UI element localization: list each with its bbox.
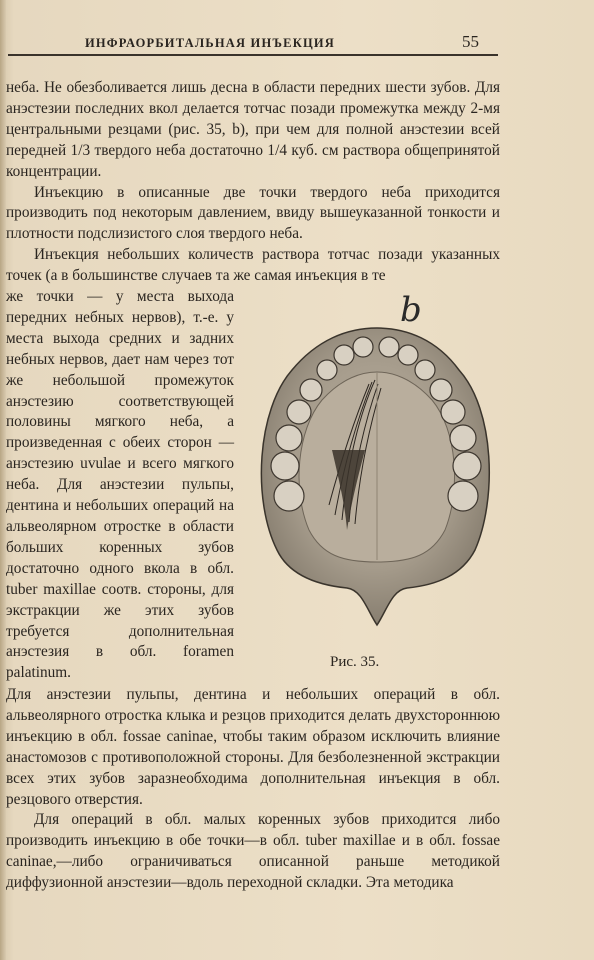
header-rule <box>8 54 498 56</box>
figure-caption: Рис. 35. <box>330 654 380 670</box>
paragraph-3-continued: же точки — у места выхода передних небных нервов), т.-е. у места выхода средних и задних небных нервов, дает нам через тот же небольшой промежуток анэстезию соответствующей половины мягкого неба, а произведенная с обеих сторон — анэстезию uvulae и всего мягкого неба. Для анэстезии пульпы, дентина и небольших операций на альвеолярном отростке в области больших коренных зубов достаточно одного вкола в обл. tuber maxillae соотв. стороны, для экстракции же этих зубов требуется дополнительная анэстезия в обл. foramen palatinum. <box>6 288 234 682</box>
side-text-block <box>6 287 234 684</box>
paragraph-3: Инъекция небольших количеств раствора тотчас позади указанных точек (а в большинстве случаев та же самая инъекция в те <box>6 246 500 285</box>
paragraph-4: Для анэстезии пульпы, дентина и небольших операций в обл. альвеолярного отростка клыка и резцов приходится делать двухстороннюю инъекцию в обл. fossae caninae, чтобы таким образом исключить влияние анастомозов с противоположной стороны. Для безболезненной экстракции всех этих зубов заразнеобходима дополнительная инъекция в обл. резцового отверстия. <box>6 686 500 808</box>
lower-text-block <box>6 685 500 894</box>
figure-mark-b: b <box>400 290 422 330</box>
page-number: 55 <box>462 32 479 51</box>
running-header-title: ИНФРАОРБИТАЛЬНАЯ ИНЪЕКЦИЯ <box>84 36 336 50</box>
upper-text-block <box>6 78 500 287</box>
paragraph-2: Инъекцию в описанные две точки твердого неба приходится производить под некоторым давлением, ввиду вышеуказанной тонкости и плотности подслизистого слоя твердого неба. <box>6 183 500 243</box>
palate-illustration <box>247 300 505 640</box>
paragraph-5: Для операций в обл. малых коренных зубов приходится либо производить инъекцию в обе точки—в обл. tuber maxillae и в обл. fossae caninae,—либо ограничиваться описанной раньше методикой диффузионной анэстезии—вдоль переходной складки. Эта методика <box>6 811 500 892</box>
paragraph-1: неба. Не обезболивается лишь десна в области передних шести зубов. Для анэстезии последних вкол делается тотчас позади промежутка между 2-мя центральными резцами (рис. 35, b), при чем для полной анэстезии всей передней 1/3 твердого неба достаточно 1/4 куб. см раствора общепринятой концентрации. <box>6 79 500 180</box>
